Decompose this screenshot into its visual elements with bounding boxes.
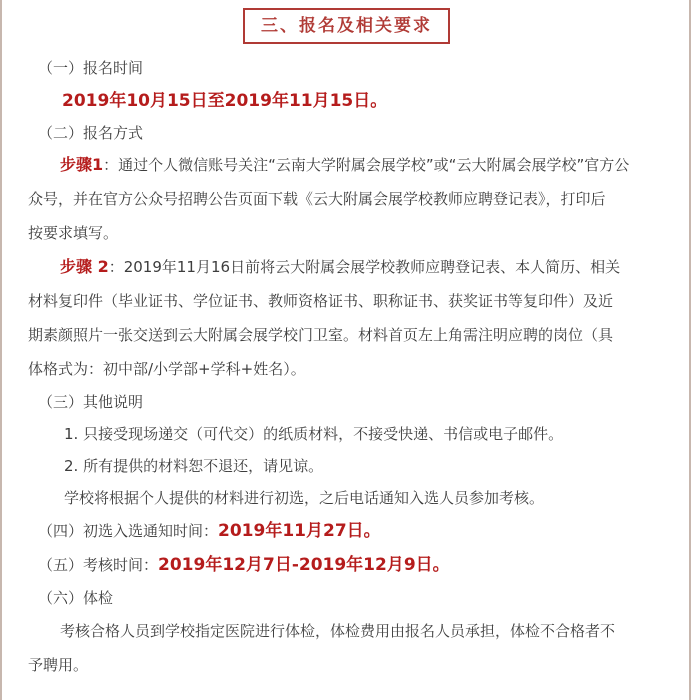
step1-line1 xyxy=(28,148,665,182)
health-check-text-1: 考核合格人员到学校指定医院进行体检，体检费用由报名人员承担，体检不合格者不 xyxy=(60,622,616,640)
step2-line1 xyxy=(28,250,665,284)
health-check-line1 xyxy=(28,614,665,648)
step1-line2: 众号，并在官方公众号招聘公告页面下载《云大附属会展学校教师应聘登记表》，打印后 xyxy=(28,190,606,208)
registration-time-date: 2019年10月15日至2019年11月15日。 xyxy=(62,91,388,111)
step1-paragraph xyxy=(28,148,665,250)
registration-method-heading: （二）报名方式 xyxy=(38,124,144,142)
assessment-time-date: 2019年12月7日-2019年12月9日。 xyxy=(158,555,450,575)
preliminary-notice-line xyxy=(28,514,665,548)
step2-label: 步骤 2 xyxy=(60,257,109,276)
step1-label: 步骤1 xyxy=(60,155,104,174)
other-notes-note: 学校将根据个人提供的材料进行初选，之后电话通知入选人员参加考核。 xyxy=(64,489,545,507)
other-notes-heading: （三）其他说明 xyxy=(38,393,144,411)
step2-line2: 材料复印件（毕业证书、学位证书、教师资格证书、职称证书、获奖证书等复印件）及近 xyxy=(28,292,614,310)
step2-text-1: ：2019年11月16日前将云大附属会展学校教师应聘登记表、本人简历、相关 xyxy=(108,258,621,276)
section-title-wrap xyxy=(28,0,665,42)
section-title: 三、报名及相关要求 xyxy=(243,8,450,44)
other-notes-item-2: 2. 所有提供的材料恕不退还，请见谅。 xyxy=(64,457,324,475)
step2-line3: 期素颜照片一张交送到云大附属会展学校门卫室。材料首页左上角需注明应聘的岗位（具 xyxy=(28,326,614,344)
step2-paragraph xyxy=(28,250,665,386)
preliminary-notice-label: （四）初选入选通知时间： xyxy=(38,522,219,540)
registration-time-value xyxy=(28,84,665,118)
health-check-heading: （六）体检 xyxy=(38,589,114,607)
assessment-time-line xyxy=(28,548,665,582)
step1-line3: 按要求填写。 xyxy=(28,224,119,242)
other-notes-item-1: 1. 只接受现场递交（可代交）的纸质材料，不接受快递、书信或电子邮件。 xyxy=(64,425,564,443)
preliminary-notice-date: 2019年11月27日。 xyxy=(218,521,381,541)
registration-time-heading: （一）报名时间 xyxy=(38,59,144,77)
step2-line4: 体格式为：初中部/小学部+学科+姓名）。 xyxy=(28,360,306,378)
health-check-line2: 予聘用。 xyxy=(28,656,89,674)
assessment-time-label: （五）考核时间： xyxy=(38,556,159,574)
step1-text-1: ：通过个人微信账号关注“云南大学附属会展学校”或“云大附属会展学校”官方公 xyxy=(103,156,630,174)
